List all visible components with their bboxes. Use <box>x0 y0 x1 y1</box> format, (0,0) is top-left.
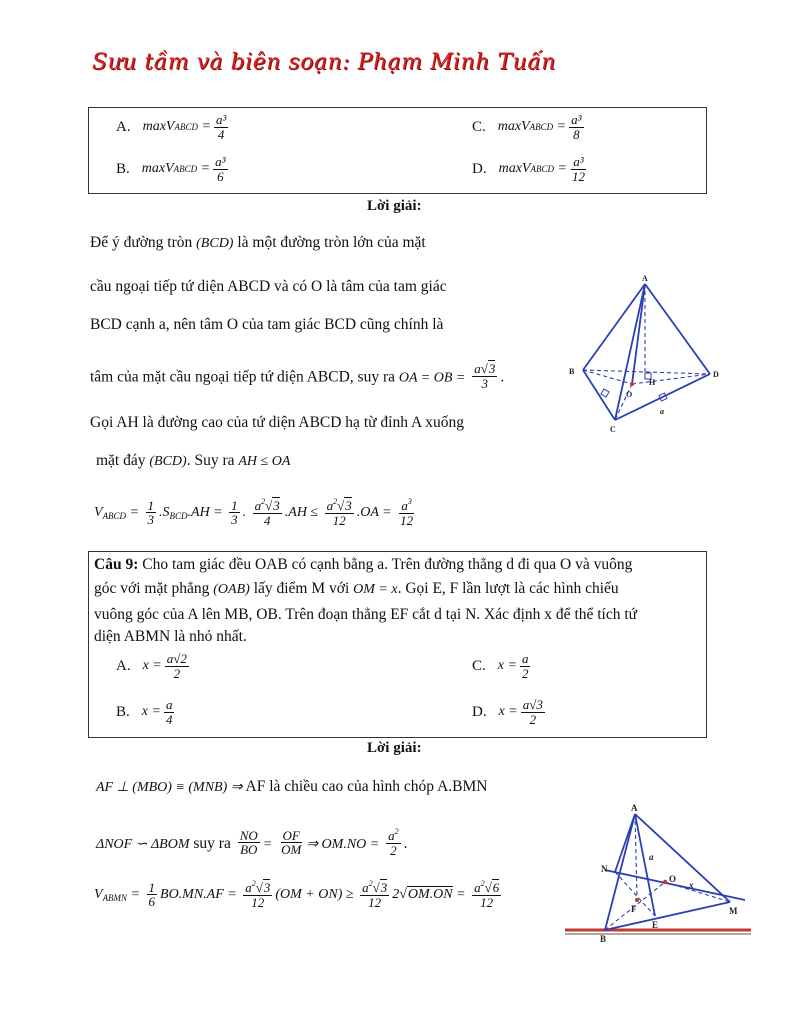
label-n: N <box>601 864 608 874</box>
option-fraction: $\frac{\text{a³}}{4}$ <box>215 112 227 142</box>
option-label: A. <box>116 118 131 135</box>
q9-option-b[interactable]: B. x = $\frac{a}{4}$ <box>116 697 173 727</box>
pyramid-abmn-figure <box>565 800 755 945</box>
sol9-line-2: ΔNOF ∽ ΔBOM suy ra $\frac{NO}{BO}$ = $\frac{OF}{OM}$ ⇒ OM.NO = $\frac{a^2}{2}$ . <box>96 827 408 858</box>
point-o <box>663 880 667 884</box>
point-o <box>630 382 634 386</box>
label-m: M <box>729 906 738 916</box>
option-fraction: $\frac{\text{a³}}{8}$ <box>571 112 582 142</box>
tetrahedron-figure <box>560 272 730 437</box>
q8-option-d[interactable]: D. maxV ABCD = $\frac{\text{a³}}{12}$ <box>472 154 585 184</box>
solution-heading: Lời giải: <box>367 198 422 214</box>
label-c: C <box>610 425 616 434</box>
q8-option-c[interactable]: C. maxV ABCD = $\frac{\text{a³}}{8}$ <box>472 112 582 142</box>
label-b: B <box>569 367 575 376</box>
label-a: A <box>642 274 648 283</box>
edge-ad <box>645 284 710 374</box>
label-o: O <box>669 874 677 884</box>
label-edge-a: a <box>660 407 664 416</box>
segment-an <box>615 814 635 872</box>
q8-option-a[interactable]: A. maxV ABCD = $\frac{\text{a³}}{4}$ <box>116 112 227 142</box>
option-expr: maxV <box>141 161 174 177</box>
label-b: B <box>600 934 607 944</box>
sol8-volume-formula: $V_{ABCD}$ = $\frac{1}{3}$ $.S_{BCD}.AH$ = $\frac{1}{3}$ . $\frac{a^2√3}{4}$ .AH ≤ $\frac{a^2√3}{12}$ .OA = $\frac{a^3}{12}$ <box>94 497 414 528</box>
option-fraction: $\frac{\text{a³}}{12}$ <box>571 154 585 184</box>
solution-heading: Lời giải: <box>367 740 422 756</box>
option-fraction: $\frac{\text{a³}}{6}$ <box>215 154 226 184</box>
option-label: B. <box>116 160 130 177</box>
sol9-line-1: AF ⊥ (MBO) ≡ (MNB) ⇒ AF là chiều cao của hình chóp A.BMN <box>96 778 488 795</box>
q9-option-d[interactable]: D. x = $\frac{a√3}{2}$ <box>472 697 543 727</box>
label-f: F <box>631 904 637 914</box>
option-label: C. <box>472 118 486 135</box>
option-expr: maxV <box>142 119 175 135</box>
sol8-line-2: cầu ngoại tiếp tứ diện ABCD và có O là tâm của tam giác <box>90 278 447 295</box>
q9-line-2: góc với mặt phẳng (OAB) lấy điểm M với OM = x. Gọi E, F lần lượt là các hình chiếu <box>94 580 619 597</box>
right-angle-mark <box>601 389 609 397</box>
q9-line-3: vuông góc của A lên MB, OB. Trên đoạn thẳng EF cắt d tại N. Xác định x để thể tích tứ <box>94 606 638 623</box>
sol8-line-5: Gọi AH là đường cao của tứ diện ABCD hạ từ đỉnh A xuống <box>90 414 464 431</box>
fraction-a-sqrt3-over-3: $\frac{a√3}{3}$ <box>474 361 496 391</box>
option-sub: ABCD <box>529 122 554 133</box>
q8-option-b[interactable]: B. maxV ABCD = $\frac{\text{a³}}{6}$ <box>116 154 226 184</box>
label-d: D <box>713 370 719 379</box>
q9-option-c[interactable]: C. x = $\frac{a}{2}$ <box>472 651 529 681</box>
option-sub: ABCD <box>530 164 554 175</box>
sol8-line-1: Để ý đường tròn (BCD) là một đường tròn lớn của mặt <box>90 234 426 251</box>
sol8-line-3: BCD cạnh a, nên tâm O của tam giác BCD cũng chính là <box>90 316 444 333</box>
label-o: O <box>626 390 633 399</box>
sol8-line-6: mặt đáy (BCD). Suy ra AH ≤ OA <box>96 452 291 469</box>
option-sub: ABCD <box>174 122 198 133</box>
option-label: D. <box>472 160 487 177</box>
label-h: H <box>649 378 656 387</box>
q9-line-1: Câu 9: Cho tam giác đều OAB có cạnh bằng a. Trên đường thẳng d đi qua O và vuông <box>94 556 633 573</box>
option-expr: maxV <box>498 161 531 177</box>
point-f <box>635 898 639 902</box>
label-a: A <box>631 803 638 813</box>
sol8-line-4: tâm của mặt cầu ngoại tiếp tứ diện ABCD, suy ra OA = OB = $\frac{a√3}{3}$ . <box>90 361 505 391</box>
q9-option-a[interactable]: A. x = $\frac{a√2}{2}$ <box>116 651 187 681</box>
label-x: x <box>689 880 694 890</box>
label-e: E <box>652 920 659 930</box>
page-header-title: Sưu tầm và biên soạn: Phạm Minh Tuấn <box>92 50 556 75</box>
sol9-volume-formula: $V_{ABMN}$ = $\frac{1}{6}$ BO.MN.AF = $\frac{a^2√3}{12}$ (OM + ON) ≥ $\frac{a^2√3}{12}$ 2√OM.ON = $\frac{a^2√6}{12}$ <box>94 879 500 910</box>
option-expr: maxV <box>497 119 530 135</box>
label-edge-a: a <box>649 852 654 862</box>
q9-line-4: diện ABMN là nhỏ nhất. <box>94 628 247 645</box>
edge-bm <box>605 902 730 930</box>
option-sub: ABCD <box>173 164 198 175</box>
